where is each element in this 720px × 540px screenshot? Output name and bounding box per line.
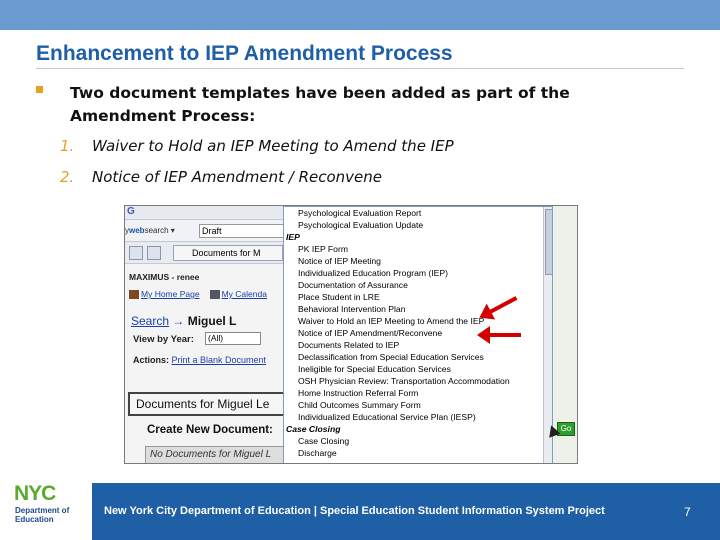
print-blank-link[interactable]: Print a Blank Document [171, 355, 267, 365]
title-divider [36, 68, 684, 69]
dropdown-option[interactable]: Psychological Evaluation Update [298, 220, 424, 230]
breadcrumb [131, 314, 236, 328]
top-banner [0, 0, 720, 30]
scrollbar-thumb[interactable] [545, 209, 553, 275]
list-text: Waiver to Hold an IEP Meeting to Amend the IEP [92, 137, 454, 155]
list-number: 2. [60, 168, 75, 186]
dropdown-option[interactable]: Behavioral Intervention Plan [298, 304, 406, 314]
dropdown-option[interactable]: Declassification from Special Education Services [298, 352, 484, 362]
dropdown-group-label: Case Closing [286, 424, 341, 434]
go-button[interactable]: Go [557, 422, 575, 436]
page-number: 7 [684, 505, 691, 519]
dropdown-option[interactable]: Child Outcomes Summary Form [298, 400, 421, 410]
dropdown-option[interactable]: Psychological Evaluation Report [298, 208, 422, 218]
dropdown-option[interactable]: Documentation of Assurance [298, 280, 408, 290]
search-input[interactable]: Draft [199, 224, 289, 238]
websearch-button[interactable]: ywebsearch ▾ [125, 226, 175, 235]
list-text: Notice of IEP Amendment / Reconvene [92, 168, 383, 186]
user-label: MAXIMUS - renee [129, 272, 200, 282]
list-item [60, 137, 454, 155]
breadcrumb-arrow: → [172, 314, 185, 328]
calendar-icon [210, 290, 220, 299]
breadcrumb-current: Miguel L [187, 314, 237, 328]
bullet-text: Two document templates have been added as part of the Amendment Process: [70, 84, 570, 125]
dropdown-option[interactable]: Ineligible for Special Education Services [298, 364, 451, 374]
logo-department: Department of Education [15, 506, 70, 524]
list-number: 1. [60, 137, 75, 155]
documents-header: Documents for Miguel Le [128, 392, 288, 416]
home-link[interactable]: My Home Page [141, 289, 200, 299]
search-link[interactable]: Search [131, 314, 170, 328]
view-by-year-label: View by Year: [133, 334, 194, 345]
logo-nyc: NYC [14, 482, 56, 505]
dropdown-option[interactable]: Home Instruction Referral Form [298, 388, 419, 398]
slide-title: Enhancement to IEP Amendment Process [36, 42, 453, 65]
nav-links [129, 289, 267, 299]
actions-row [133, 355, 266, 365]
footer-text: New York City Department of Education | Special Education Student Information System Project [104, 505, 605, 517]
grid-icon[interactable] [147, 246, 161, 260]
dropdown-option[interactable]: Individualized Educational Service Plan (IESP) [298, 412, 476, 422]
dropdown-option[interactable]: Individualized Education Program (IEP) [298, 268, 448, 278]
browser-tab[interactable]: Documents for M [173, 245, 283, 261]
dropdown-option[interactable]: Waiver to Hold an IEP Meeting to Amend the IEP [298, 316, 485, 326]
google-logo: G [127, 206, 135, 217]
dropdown-option[interactable]: Case Closing [298, 436, 350, 446]
nyc-doe-logo [14, 482, 84, 538]
dropdown-option[interactable]: Place Student in LRE [298, 292, 380, 302]
bullet-icon [36, 86, 43, 93]
calendar-link[interactable]: My Calenda [221, 289, 267, 299]
no-documents-message: No Documents for Miguel L [145, 446, 285, 464]
dropdown-option[interactable]: PK IEP Form [298, 244, 348, 254]
home-icon [129, 290, 139, 299]
list-item [60, 168, 382, 186]
dropdown-option[interactable]: Discharge [298, 448, 337, 458]
red-arrow-icon [489, 333, 521, 337]
create-new-label: Create New Document: [147, 424, 273, 436]
dropdown-option[interactable]: OSH Physician Review: Transportation Accommodation [298, 376, 510, 386]
year-select[interactable]: (All) [205, 332, 261, 345]
dropdown-option[interactable]: Notice of IEP Meeting [298, 256, 381, 266]
dropdown-option[interactable]: Documents Related to IEP [298, 340, 400, 350]
star-icon[interactable] [129, 246, 143, 260]
actions-label: Actions: [133, 355, 169, 365]
dropdown-group-label: IEP [286, 232, 300, 242]
dropdown-option[interactable]: Notice of IEP Amendment/Reconvene [298, 328, 443, 338]
